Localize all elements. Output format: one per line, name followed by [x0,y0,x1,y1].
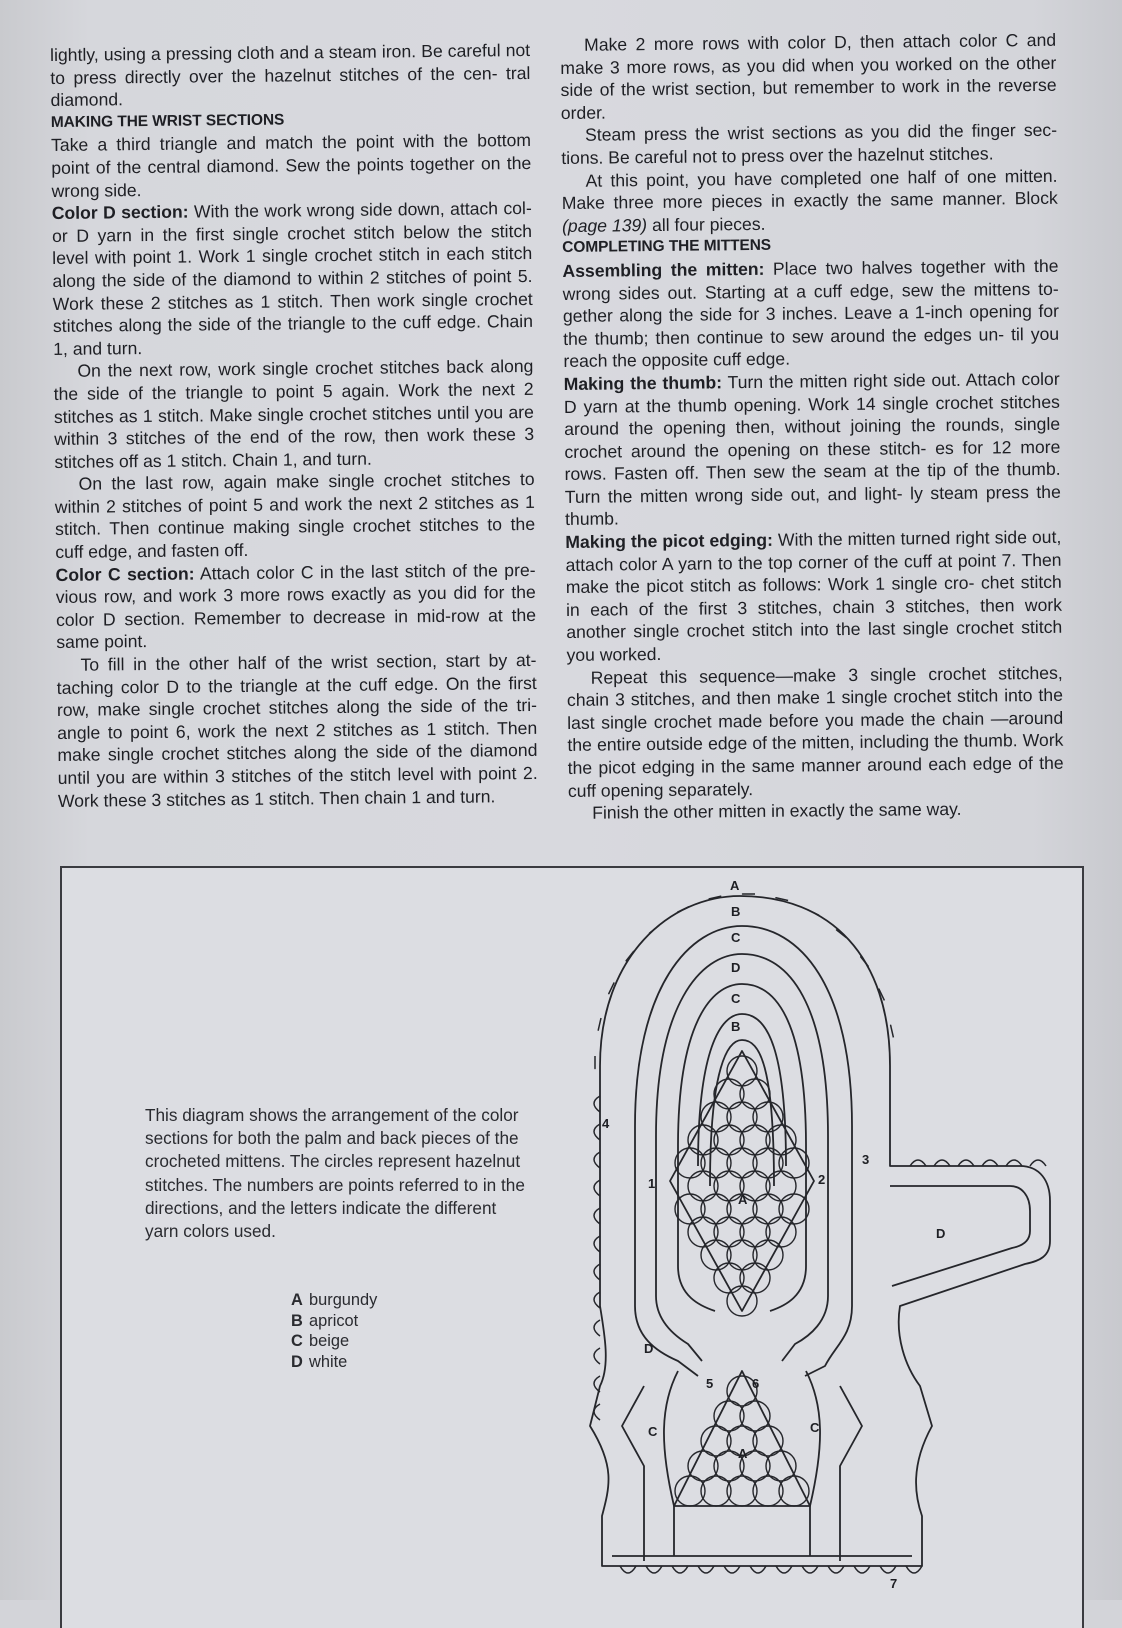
diagram-caption: This diagram shows the arrangement of the color sections for both the palm and back pieces of the crocheted mittens. The circles represent hazelnut stitches. The numbers are points referred to in the directions, and the letters indicate the different yarn colors used. [145,1105,525,1242]
completed-half-text: At this point, you have completed one half of one mitten. Make three more pieces in exactly the same manner. Block [561,165,1058,214]
paragraph-last-row: On the last row, again make single crochet stitches to within 2 stitches of point 5 and work the next 2 stitches as 1 stitch. Then continue making single crochet stitches to the cuff edge, and fasten off. [54,469,536,563]
paragraph-color-d [52,197,534,360]
paragraph-pressing: lightly, using a pressing cloth and a steam iron. Be careful not to press directly over the hazelnut stitches of the cen- tral diamond. [50,39,531,111]
color-legend [291,1290,377,1372]
legend-color: burgundy [309,1291,378,1309]
label-point-5: 5 [706,1376,714,1391]
legend-letter: B [291,1311,303,1330]
label-band-d: D [731,960,741,975]
legend-item [291,1311,377,1332]
paragraph-steam-press: Steam press the wrist sections as you did the finger sec- tions. Be careful not to press over the hazelnut stitches. [561,120,1058,168]
label-thumb-d: D [936,1226,946,1241]
paragraph-finish: Finish the other mitten in exactly the same way. [592,799,962,823]
paragraph-next-row: On the next row, work single crochet stitches back along the side of the triangle to point 5 again. Work the next 2 stitches as 1 stitch. Make single crochet stitches until you are within 3 stitches of the end of the row, then work these 3 stitches off as 1 stitch. Chain 1, and turn. [53,356,535,472]
label-point-6: 6 [752,1376,760,1391]
label-band-c: C [731,930,741,945]
thumb-inner-line [890,1186,1030,1286]
picot-label: Making the picot edging: [565,529,774,553]
legend-letter: A [291,1291,303,1309]
right-text-column [560,29,1064,825]
label-cuff-c-right: C [810,1420,820,1435]
label-point-7: 7 [890,1576,898,1591]
label-cuff-c-left: C [648,1424,658,1439]
label-band-a: A [730,878,740,893]
assembling-text: Place two halves together with the wrong sides out. Starting at a cuff edge, sew the mittens to- gether along the side for 3 inches. Leave a 1-inch opening for the thumb; then continue to sew around the edges un- til you reach the opposite cuff edge. [562,255,1060,372]
label-diamond-a: A [738,1192,748,1207]
heading-completing-mittens: COMPLETING THE MITTENS [562,237,772,257]
band-outline-c [656,954,828,1361]
band-outline-b2 [710,1040,774,1186]
paragraph-assembling [562,255,1059,373]
color-c-label: Color C section: [55,563,195,585]
paragraph-more-rows: Make 2 more rows with color D, then attach color C and make 3 more rows, as you did when you worked on the other side of the wrist section, but remember to work in the reverse order. [560,29,1057,123]
legend-letter: D [291,1352,303,1371]
label-point-2: 2 [818,1172,826,1187]
paragraph-other-half: To fill in the other half of the wrist section, start by at- taching color D to the triangle at the cuff edge. On the first row, make single crochet stitches along the side of the tri- angle to point 6, work the next 2 stitches as 1 stitch. Then make single crochet stitches along the side of the diamond until you are within 3 stitches of the stitch level with point 2. Work these 3 stitches as 1 stitch. Then chain 1 and turn. [56,649,538,811]
label-point-1: 1 [648,1176,656,1191]
label-point-3: 3 [862,1152,870,1167]
mitten-diagram [560,866,1080,1600]
label-band-b-inner: B [731,1019,741,1034]
completed-half-end: all four pieces. [647,213,766,235]
legend-color: white [309,1352,348,1371]
paragraph-thumb [564,368,1062,531]
label-triangle-a: A [738,1446,748,1461]
legend-color: apricot [309,1311,359,1330]
picot-edging [594,894,1046,1573]
cuff-line-right [840,1386,862,1561]
picot-text: With the mitten turned right side out, attach color A yarn to the top corner of the cuff at point 7. Then make the picot stitch as follows: Work 1 single cro- chet stitch in each of the first 3 stitches, chain 3 stitches, then work another single crochet stitch into the last single crochet stitch you worked. [565,526,1063,665]
color-c-text: Attach color C in the last stitch of the pre- vious row, and work 3 more rows exactly as you did for the color D section. Remember to decrease in mid-row at the same point. [55,559,537,653]
thumb-text: Turn the mitten right side out. Attach color D yarn at the thumb opening. Work 14 single crochet stitches around the opening then, without joining the rounds, single crochet around the opening on these stitch- es for 12 more rows. Fasten off. Then sew the seam at the tip of the thumb. Turn the mitten wrong side out, and light- ly steam press the thumb. [563,368,1061,530]
thumb-label: Making the thumb: [563,372,723,394]
page-reference: (page 139) [561,214,648,236]
color-d-label: Color D section: [51,201,189,224]
cuff-line-left [622,1386,644,1561]
label-wrist-d: D [644,1341,654,1356]
mitten-outline [590,896,1050,1566]
label-point-4: 4 [602,1116,610,1131]
cuff-inner-right [806,1371,820,1556]
paragraph-third-triangle: Take a third triangle and match the point with the bottom point of the central diamond. Sew the points together on the wrong side. [50,130,532,201]
paragraph-completed-half [561,164,1058,237]
legend-item [291,1352,377,1373]
paragraph-color-c [55,559,536,654]
paragraph-repeat-sequence: Repeat this sequence—make 3 single crochet stitches, chain 3 stitches, and then make 1 single crochet stitch into the last single crochet made before you made the chain —around the entire outside edge of the mitten, including the thumb. Work the picot edging in the same manner around each edge of the cuff opening separately. [566,662,1064,801]
paragraph-picot [565,526,1062,667]
label-band-b: B [731,904,741,919]
color-d-text: With the work wrong side down, attach col- or D yarn in the first single crochet stitch below the stitch level with point 1. Work 1 single crochet stitch in each stitch along the side of the diamond to within 2 stitches of point 5. Work these 2 stitches as 1 stitch. Then work single crochet stitches along the side of the triangle to the cuff edge. Chain 1, and turn. [51,198,534,359]
hazelnut-stitches [675,1056,809,1506]
assembling-label: Assembling the mitten: [562,258,765,281]
diagram-labels [602,878,945,1591]
cuff-inner-left [664,1371,678,1556]
label-band-c-inner: C [731,991,741,1006]
legend-item [291,1331,377,1352]
legend-letter: C [291,1332,303,1351]
legend-color: beige [309,1332,350,1351]
band-left-lower-2 [656,1136,702,1361]
triangle-outline [674,1371,810,1506]
heading-wrist-sections: MAKING THE WRIST SECTIONS [50,111,285,131]
left-text-column [50,39,538,812]
legend-item [291,1290,377,1311]
band-left-lower [635,1126,698,1376]
